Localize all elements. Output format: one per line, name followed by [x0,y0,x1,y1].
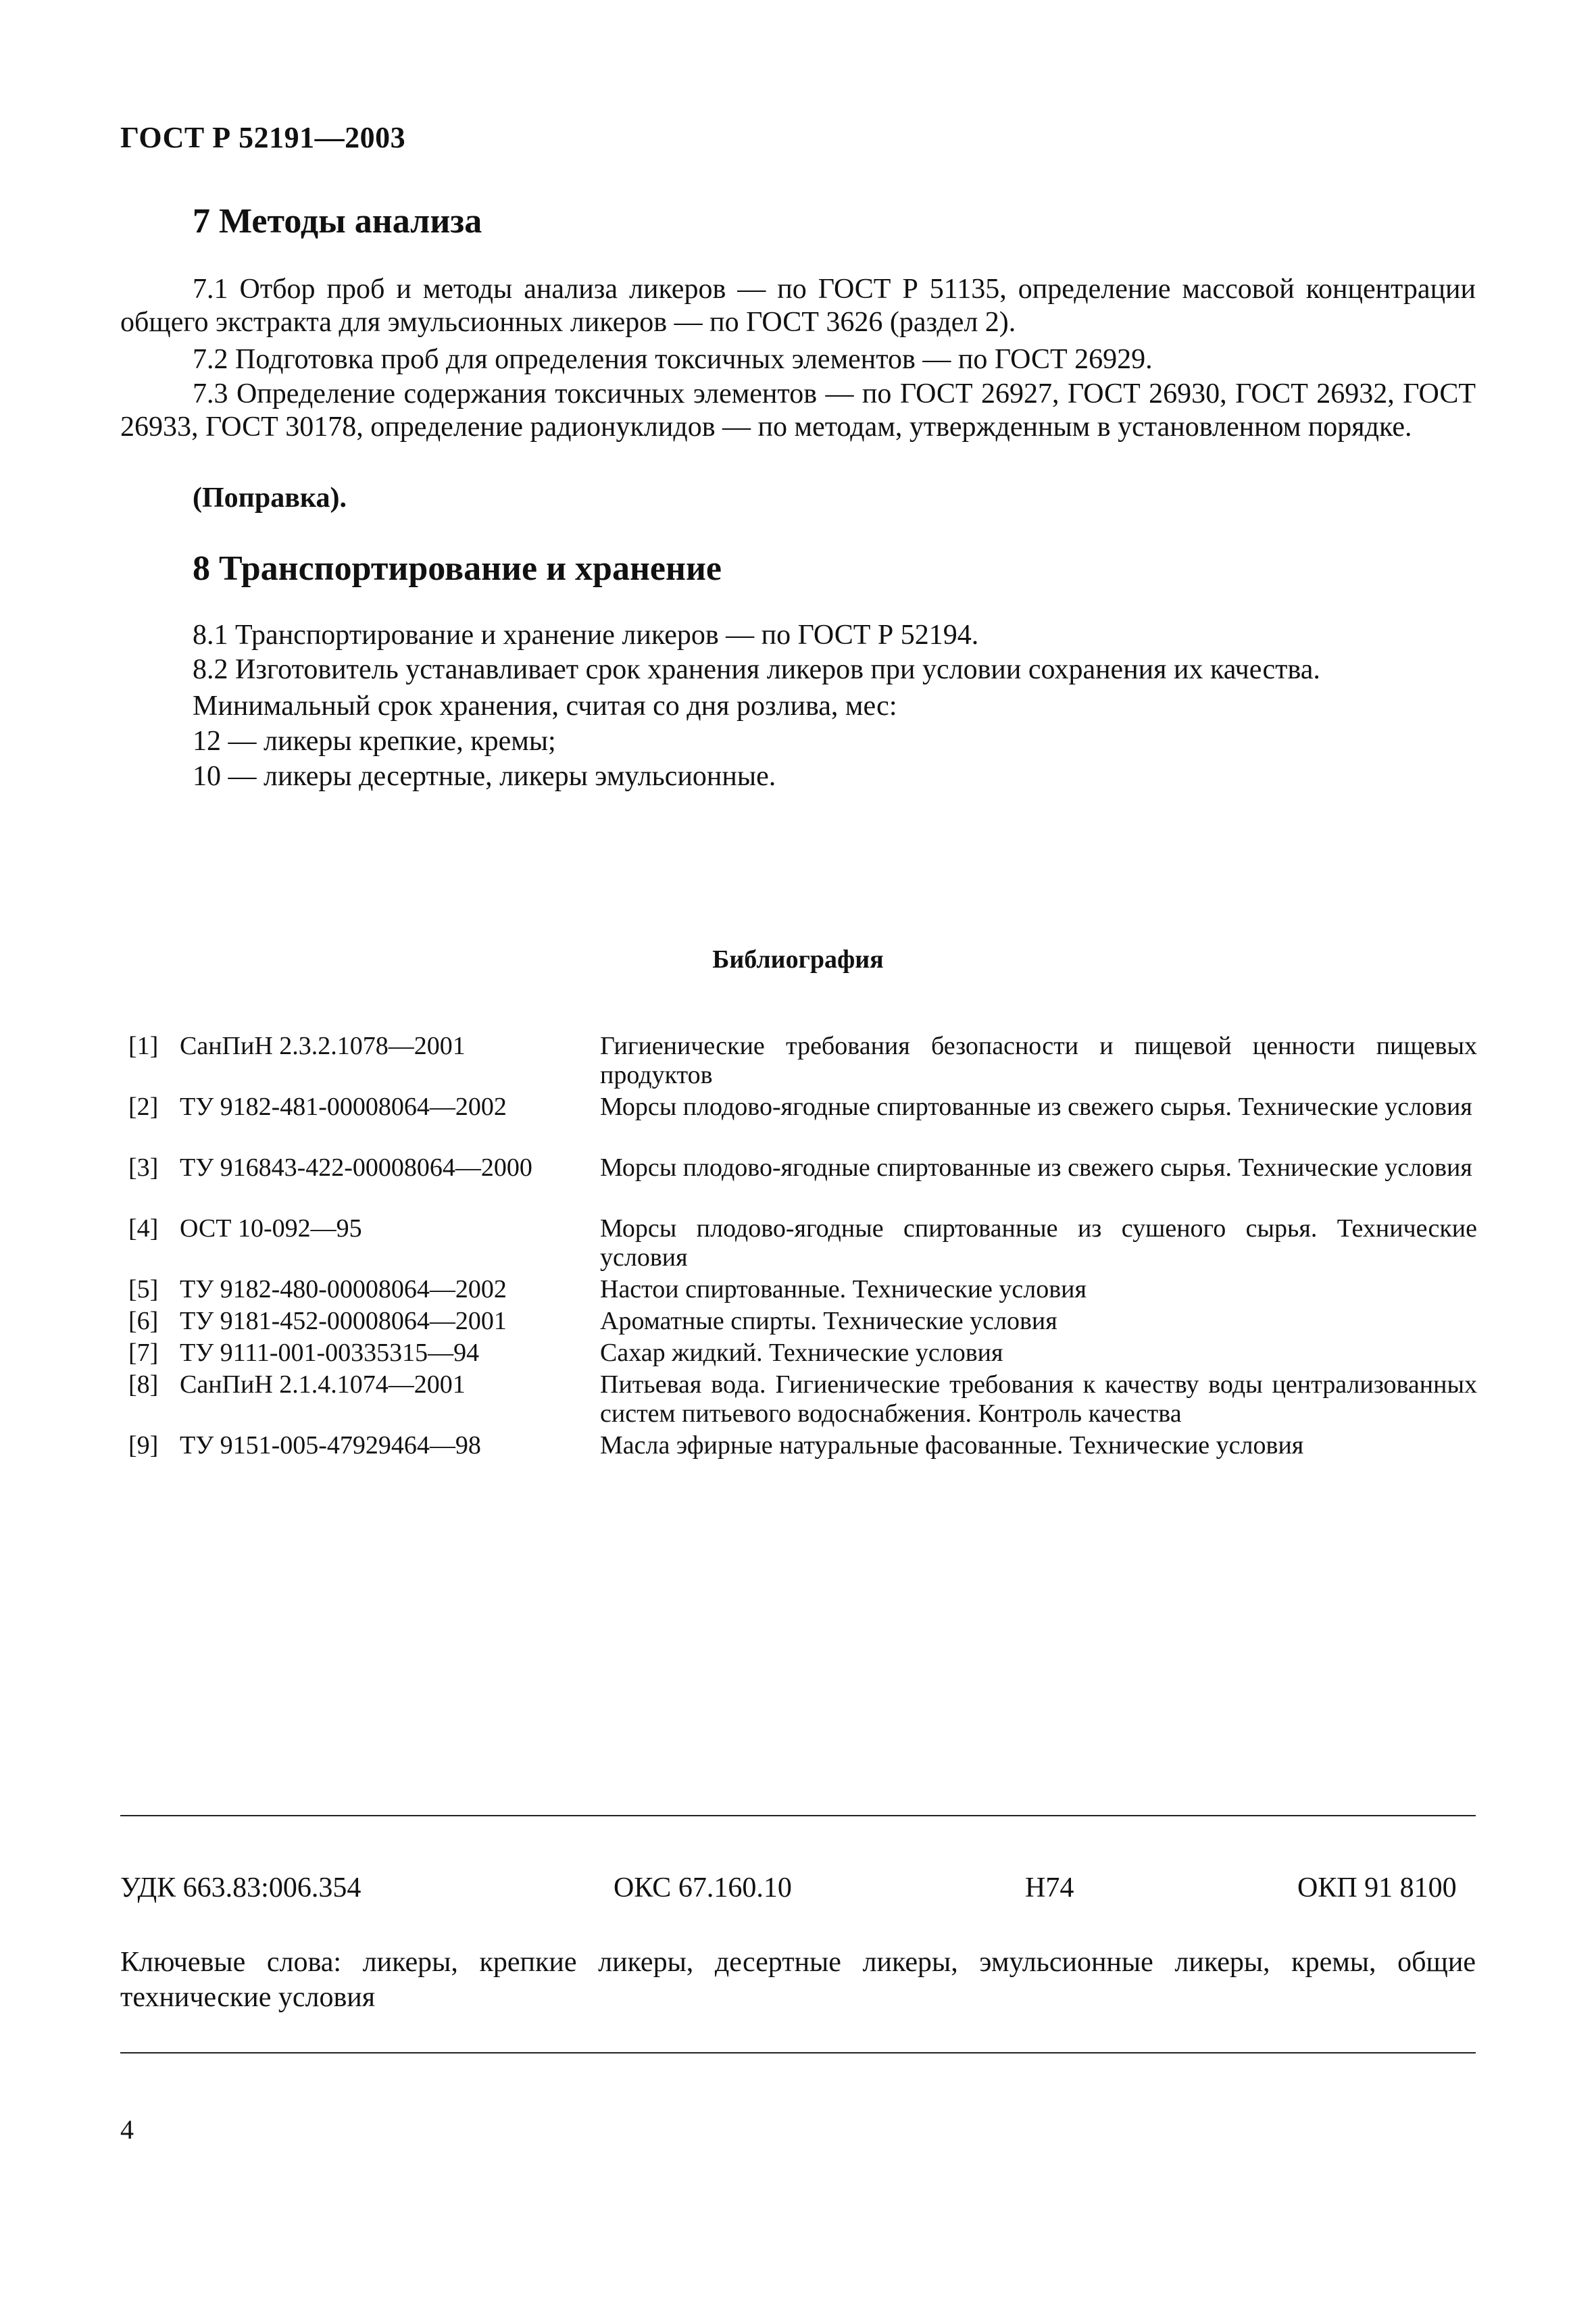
bibliography-number: [1] [128,1032,159,1060]
bibliography-number: [4] [128,1214,159,1243]
bibliography-code: ТУ 9151-005-47929464—98 [180,1431,481,1460]
page-number: 4 [120,2114,134,2145]
okp-code: ОКП 91 8100 [1297,1872,1457,1903]
bibliography-number: [7] [128,1339,159,1367]
paragraph-8-2: 8.2 Изготовитель устанавливает срок хранения ликеров при условии сохранения их качества. [193,654,1320,685]
bibliography-code: ОСТ 10-092—95 [180,1214,362,1243]
oks-code: ОКС 67.160.10 [614,1872,792,1903]
min-storage-term: Минимальный срок хранения, считая со дня розлива, мес: [193,691,897,722]
paragraph-7-1: 7.1 Отбор проб и методы анализа ликеров — по ГОСТ Р 51135, определение массовой концентрации общего экстракта для эмульсионных ликеров — по ГОСТ 3626 (раздел 2). [120,274,1476,338]
bibliography-number: [8] [128,1370,159,1399]
paragraph-7-2: 7.2 Подготовка проб для определения токсичных элементов — по ГОСТ 26929. [193,344,1153,375]
bibliography-number: [6] [128,1307,159,1335]
bibliography-description: Морсы плодово-ягодные спиртованные из свежего сырья. Технические условия [600,1093,1472,1121]
bibliography-code: ТУ 916843-422-00008064—2000 [180,1153,532,1182]
udk-code: УДК 663.83:006.354 [120,1872,361,1903]
paragraph-7-3: 7.3 Определение содержания токсичных элементов — по ГОСТ 26927, ГОСТ 26930, ГОСТ 26932, ГОСТ 26933, ГОСТ 30178, определение радионуклидов — по методам, утвержденным в установленном порядке. [120,378,1476,443]
section-7-title: 7 Методы анализа [193,202,482,241]
bibliography-code: ТУ 9182-480-00008064—2002 [180,1275,507,1303]
bibliography-description: Питьевая вода. Гигиенические требования к качеству воды централизованных систем питьевого водоснабжения. Контроль качества [600,1370,1477,1428]
storage-item-10: 10 — ликеры десертные, ликеры эмульсионные. [193,761,776,792]
document-header: ГОСТ Р 52191—2003 [120,121,406,154]
bibliography-description: Сахар жидкий. Технические условия [600,1339,1003,1367]
bibliography-code: ТУ 9111-001-00335315—94 [180,1339,480,1367]
bibliography-number: [3] [128,1153,159,1182]
footer-bottom-rule [120,2052,1476,2053]
bibliography-code: ТУ 9181-452-00008064—2001 [180,1307,507,1335]
paragraph-8-1: 8.1 Транспортирование и хранение ликеров — по ГОСТ Р 52194. [193,620,979,651]
amendment-note: (Поправка). [193,482,347,514]
bibliography-description: Морсы плодово-ягодные спиртованные из свежего сырья. Технические условия [600,1153,1472,1182]
bibliography-description: Настои спиртованные. Технические условия [600,1275,1087,1303]
bibliography-code: ТУ 9182-481-00008064—2002 [180,1093,507,1121]
section-8-title: 8 Транспортирование и хранение [193,549,722,588]
bibliography-number: [9] [128,1431,159,1460]
bibliography-description: Масла эфирные натуральные фасованные. Технические условия [600,1431,1304,1460]
bibliography-number: [2] [128,1093,159,1121]
bibliography-code: СанПиН 2.3.2.1078—2001 [180,1032,466,1060]
footer-top-rule [120,1815,1476,1816]
bibliography-description: Морсы плодово-ягодные спиртованные из сушеного сырья. Технические условия [600,1214,1477,1272]
bibliography-code: СанПиН 2.1.4.1074—2001 [180,1370,466,1399]
bibliography-title: Библиография [712,945,884,974]
n-code: Н74 [1025,1872,1074,1903]
storage-item-12: 12 — ликеры крепкие, кремы; [193,726,556,757]
bibliography-description: Гигиенические требования безопасности и пищевой ценности пищевых продуктов [600,1032,1477,1089]
keywords: Ключевые слова: ликеры, крепкие ликеры, десертные ликеры, эмульсионные ликеры, кремы, общие технические условия [120,1947,1476,2013]
bibliography-description: Ароматные спирты. Технические условия [600,1307,1057,1335]
bibliography-number: [5] [128,1275,159,1303]
